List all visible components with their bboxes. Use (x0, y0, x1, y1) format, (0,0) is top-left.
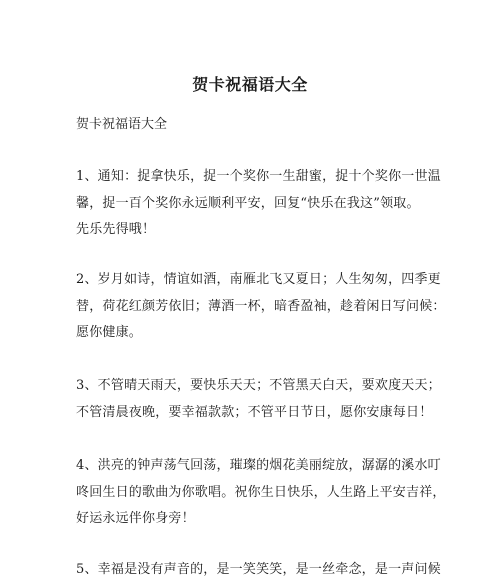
paragraph-line: 2、岁月如诗，情谊如酒，南雁北飞又夏日；人生匆匆，四季更 (76, 272, 441, 287)
paragraph-line: 不管清晨夜晚，要幸福款款；不管平日节日，愿你安康每日！ (76, 404, 433, 420)
paragraph-line: 4、洪亮的钟声荡气回荡，璀璨的烟花美丽绽放，潺潺的溪水叮 (76, 458, 441, 473)
document-title: 贺卡祝福语大全 (192, 75, 308, 94)
paragraph-3 (76, 373, 441, 426)
paragraph-line: 愿你健康。 (76, 325, 143, 340)
paragraph-1 (76, 164, 441, 244)
paragraph-line: 先乐先得哦！ (76, 222, 156, 237)
document-subtitle: 贺卡祝福语大全 (76, 117, 168, 132)
paragraph-4 (76, 453, 446, 533)
paragraph-line: 替，荷花红颜芳依旧；薄酒一杯，暗香盈袖，趁着闲日写问候： (76, 298, 446, 314)
paragraph-2 (76, 267, 446, 347)
paragraph-line: 5、幸福是没有声音的，是一笑笑笑，是一丝牵念，是一声问候 (76, 562, 441, 577)
paragraph-line: 好运永远伴你身旁！ (76, 511, 195, 526)
paragraph-line: 1、通知：捉拿快乐，捉一个奖你一生甜蜜，捉十个奖你一世温 (76, 169, 441, 184)
paragraph-line: 3、不管晴天雨天，要快乐天天；不管黑天白天，要欢度天天； (76, 378, 441, 393)
paragraph-line: 咚回生日的歌曲为你歌唱。祝你生日快乐，人生路上平安吉祥， (76, 484, 446, 500)
paragraph-5 (76, 557, 441, 584)
paragraph-line: 馨，捉一百个奖你永远顺利平安，回复“快乐在我这”领取。 (76, 195, 420, 211)
